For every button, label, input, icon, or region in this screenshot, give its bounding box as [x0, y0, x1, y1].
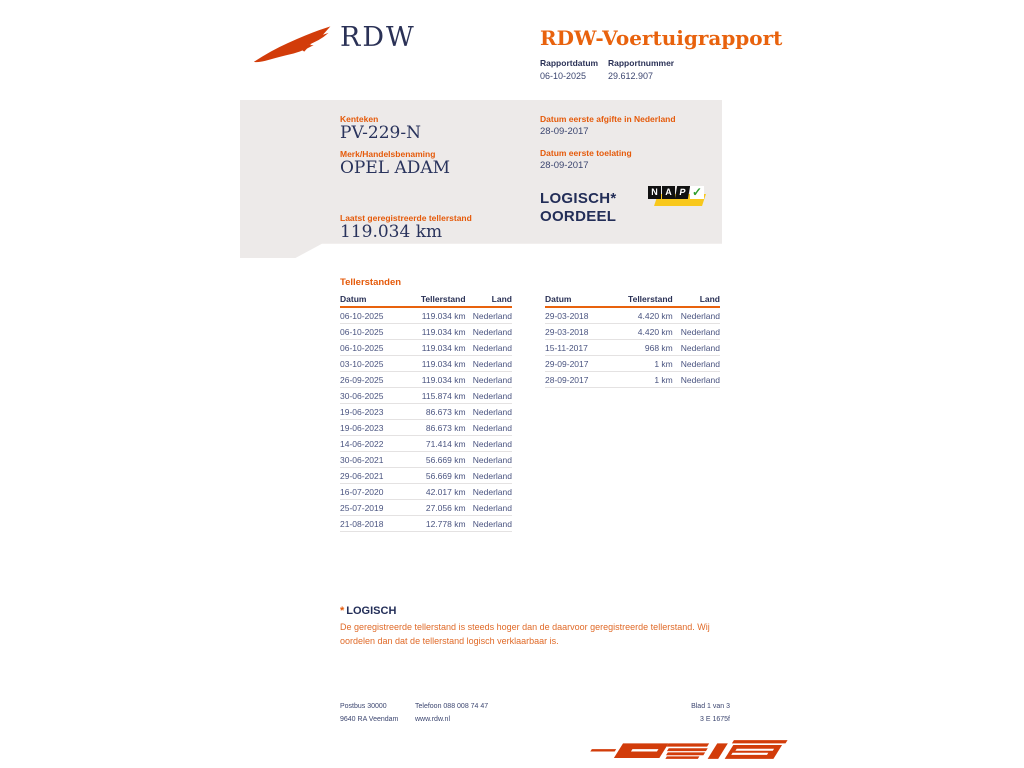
table-cell: 30-06-2025	[340, 390, 384, 401]
table-row	[340, 436, 512, 452]
table-cell: 119.034 km	[421, 310, 466, 321]
table-row	[340, 452, 512, 468]
note-heading-text: LOGISCH	[346, 605, 397, 617]
footer-page-info	[630, 700, 730, 726]
table-cell: Nederland	[472, 406, 512, 417]
table-cell: 06-10-2025	[340, 310, 384, 321]
table-row	[340, 356, 512, 372]
afgifte-value: 28-09-2017	[540, 126, 589, 137]
table-cell: 968 km	[644, 342, 673, 353]
table-row	[340, 388, 512, 404]
report-date-label: Rapportdatum	[540, 58, 599, 68]
table-cell: 119.034 km	[421, 358, 466, 369]
nap-letter-p: P	[675, 186, 690, 199]
table-cell: 1 km	[654, 358, 673, 369]
note-asterisk: *	[340, 605, 345, 617]
col-datum: Datum	[340, 294, 367, 304]
table-row	[340, 500, 512, 516]
footer-page-number: Blad 1 van 3	[691, 703, 730, 710]
table-row	[545, 356, 720, 372]
col-tellerstand: Tellerstand	[420, 294, 466, 304]
table-cell: 26-09-2025	[340, 374, 384, 385]
footer-contact	[415, 700, 488, 726]
stripes-icon	[538, 731, 798, 768]
merk-value: OPEL ADAM	[340, 158, 451, 178]
table-cell: 86.673 km	[425, 406, 466, 417]
table-cell: 19-06-2023	[340, 422, 384, 433]
footer-address	[340, 700, 398, 726]
table-cell: Nederland	[472, 422, 512, 433]
table-cell: 16-07-2020	[340, 486, 384, 497]
nap-letter-n: N	[648, 186, 661, 199]
table-cell: 86.673 km	[425, 422, 466, 433]
table-cell: Nederland	[680, 358, 720, 369]
footer-website: www.rdw.nl	[415, 716, 451, 723]
table-cell: Nederland	[472, 518, 512, 529]
table-cell: 06-10-2025	[340, 326, 384, 337]
table-cell: Nederland	[680, 310, 720, 321]
rdw-feather-icon	[252, 22, 336, 70]
table-cell: Nederland	[472, 326, 512, 337]
report-number-label: Rapportnummer	[608, 58, 675, 68]
report-date-value: 06-10-2025	[540, 71, 587, 81]
table-row	[545, 308, 720, 324]
table-cell: 06-10-2025	[340, 342, 384, 353]
table-cell: Nederland	[472, 470, 512, 481]
kenteken-label: Kenteken	[340, 114, 379, 124]
merk-label: Merk/Handelsbenaming	[340, 149, 436, 159]
table-cell: 29-09-2017	[545, 358, 589, 369]
table-cell: 29-03-2018	[545, 310, 589, 321]
table-cell: 71.414 km	[425, 438, 466, 449]
col-tellerstand: Tellerstand	[628, 294, 673, 304]
table-row	[340, 468, 512, 484]
table-cell: Nederland	[472, 438, 512, 449]
table-cell: 28-09-2017	[545, 374, 589, 385]
document-title: RDW-Voertuigrapport	[540, 26, 783, 50]
note-body: De geregistreerde tellerstand is steeds hoger dan de daarvoor geregistreerde tellerstand. Wij oordelen dan dat de tellerstand logisch verklaarbaar is.	[340, 622, 710, 646]
note-heading	[340, 605, 396, 617]
oordeel-line2: OORDEEL	[540, 208, 617, 225]
table-row	[340, 324, 512, 340]
report-date-block	[540, 58, 598, 81]
tellerstand-value: 119.034 km	[340, 222, 443, 242]
table-cell: 4.420 km	[637, 310, 673, 321]
table-cell: 21-08-2018	[340, 518, 384, 529]
table-cell: Nederland	[472, 342, 512, 353]
table-cell: 12.778 km	[425, 518, 466, 529]
rdw-stripes-decoration	[538, 731, 798, 768]
table-header-row	[545, 290, 720, 308]
col-datum: Datum	[545, 294, 572, 304]
table-cell: 27.056 km	[425, 502, 466, 513]
table-row	[340, 516, 512, 532]
table-cell: 56.669 km	[425, 454, 466, 465]
table-cell: 42.017 km	[425, 486, 466, 497]
oordeel-block	[540, 190, 617, 226]
table-cell: Nederland	[472, 454, 512, 465]
table-cell: 19-06-2023	[340, 406, 384, 417]
table-cell: Nederland	[472, 502, 512, 513]
table-row	[340, 308, 512, 324]
tellerstanden-table-left	[340, 290, 512, 532]
table-row	[340, 484, 512, 500]
footer-postbus: Postbus 30000	[340, 703, 387, 710]
toelating-label: Datum eerste toelating	[540, 148, 632, 158]
report-number-block	[608, 58, 674, 81]
table-cell: 30-06-2021	[340, 454, 384, 465]
col-land: Land	[699, 294, 720, 304]
table-row	[340, 420, 512, 436]
table-cell: 56.669 km	[425, 470, 466, 481]
table-cell: 4.420 km	[637, 326, 673, 337]
table-body	[340, 308, 512, 532]
table-cell: Nederland	[472, 358, 512, 369]
kenteken-value: PV-229-N	[340, 123, 421, 143]
tables-title: Tellerstanden	[340, 277, 402, 288]
table-cell: 14-06-2022	[340, 438, 384, 449]
table-row	[340, 372, 512, 388]
table-cell: 119.034 km	[421, 326, 466, 337]
tellerstanden-table-right	[545, 290, 720, 388]
nap-check-icon: ✓	[691, 185, 703, 199]
table-cell: Nederland	[680, 342, 720, 353]
table-row	[340, 404, 512, 420]
rdw-wordmark: RDW	[340, 22, 416, 53]
table-cell: 115.874 km	[421, 390, 466, 401]
table-cell: 29-06-2021	[340, 470, 384, 481]
nap-logo	[648, 185, 708, 209]
table-body	[545, 308, 720, 388]
table-header-row	[340, 290, 512, 308]
table-cell: 1 km	[654, 374, 673, 385]
nap-letter-a: A	[662, 186, 675, 199]
table-cell: 29-03-2018	[545, 326, 589, 337]
tellerstand-label: Laatst geregistreerde tellerstand	[340, 213, 472, 223]
afgifte-label: Datum eerste afgifte in Nederland	[540, 114, 676, 124]
table-cell: 03-10-2025	[340, 358, 384, 369]
rdw-logo	[252, 22, 336, 70]
table-cell: Nederland	[472, 486, 512, 497]
table-cell: Nederland	[680, 326, 720, 337]
report-number-value: 29.612.907	[608, 71, 654, 81]
table-row	[545, 340, 720, 356]
table-cell: Nederland	[472, 390, 512, 401]
footer-doc-code: 3 E 1675f	[700, 716, 730, 723]
table-row	[340, 340, 512, 356]
table-row	[545, 324, 720, 340]
table-cell: 15-11-2017	[545, 342, 588, 353]
table-cell: 25-07-2019	[340, 502, 384, 513]
table-cell: 119.034 km	[421, 374, 466, 385]
toelating-value: 28-09-2017	[540, 160, 589, 171]
footer-phone: Telefoon 088 008 74 47	[415, 703, 489, 710]
oordeel-line1: LOGISCH*	[540, 190, 617, 207]
footer-city: 9640 RA Veendam	[340, 716, 399, 723]
table-cell: 119.034 km	[421, 342, 466, 353]
col-land: Land	[491, 294, 512, 304]
table-cell: Nederland	[472, 374, 512, 385]
table-cell: Nederland	[680, 374, 720, 385]
table-row	[545, 372, 720, 388]
table-cell: Nederland	[472, 310, 512, 321]
